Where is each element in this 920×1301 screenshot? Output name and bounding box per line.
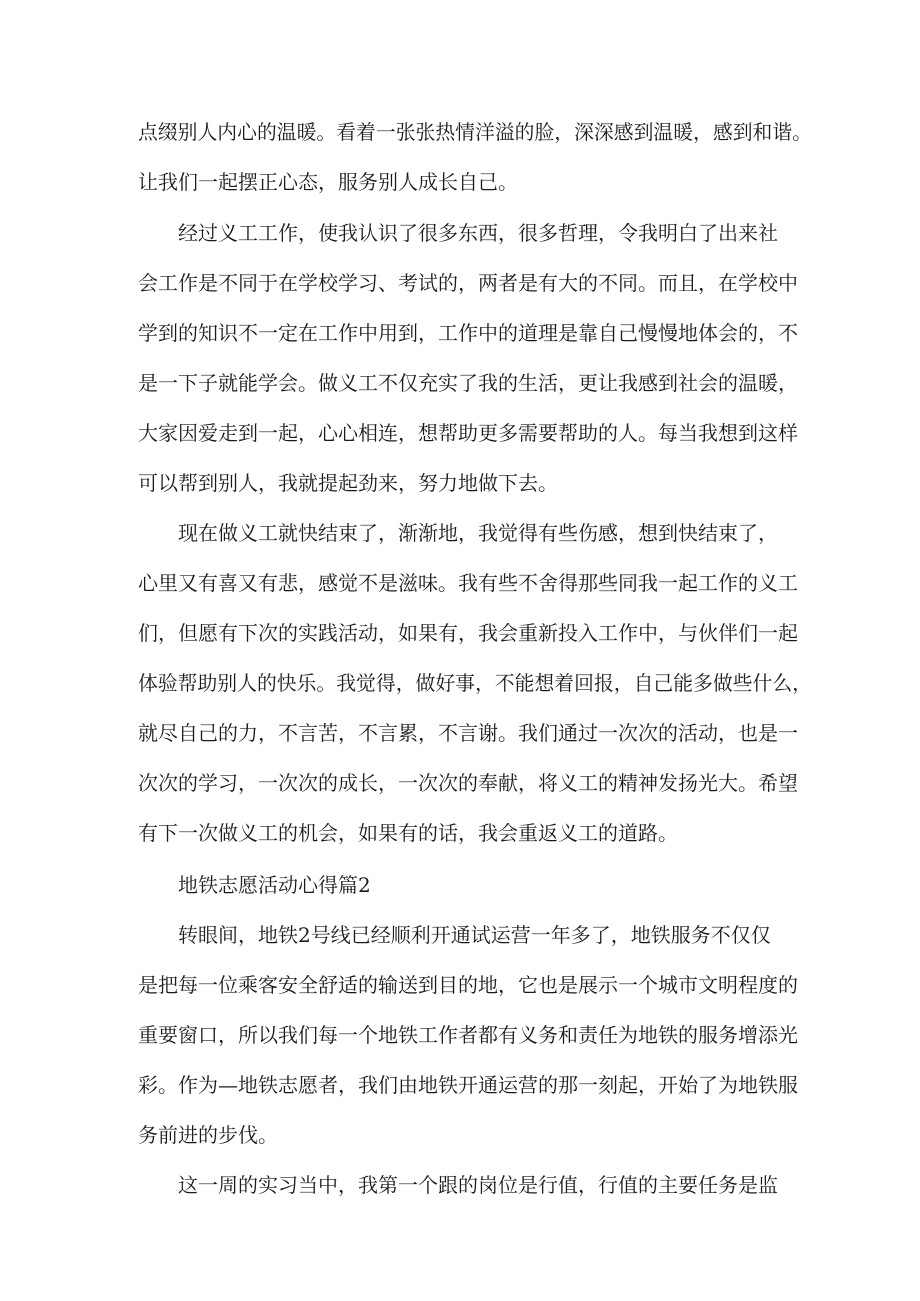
text-line: 会工作是不同于在学校学习、考试的，两者是有大的不同。而且，在学校中 [138, 271, 798, 295]
text-line: 务前进的步伐。 [138, 1123, 278, 1147]
text-line: 让我们一起摆正心态，服务别人成长自己。 [138, 170, 518, 194]
text-line: 是把每一位乘客安全舒适的输送到目的地，它也是展示一个城市文明程度的 [138, 973, 798, 997]
text-line: 学到的知识不一定在工作中用到，工作中的道理是靠自己慢慢地体会的，不 [138, 321, 798, 345]
text-line: 彩。作为—地铁志愿者，我们由地铁开通运营的那一刻起，开始了为地铁服 [138, 1073, 798, 1097]
section-heading: 地铁志愿活动心得篇2 [178, 873, 371, 897]
paragraph-first-line: 转眼间，地铁2号线已经顺利开通试运营一年多了，地铁服务不仅仅 [178, 923, 771, 947]
paragraph-first-line: 经过义工工作，使我认识了很多东西，很多哲理，令我明白了出来社 [178, 221, 778, 245]
text-line: 可以帮到别人，我就提起劲来，努力地做下去。 [138, 471, 558, 495]
text-line: 重要窗口，所以我们每一个地铁工作者都有义务和责任为地铁的服务增添光 [138, 1023, 798, 1047]
text-line: 心里又有喜又有悲，感觉不是滋味。我有些不舍得那些同我一起工作的义工 [138, 571, 798, 595]
text-line: 是一下子就能学会。做义工不仅充实了我的生活，更让我感到社会的温暖， [138, 371, 798, 395]
text-line: 次次的学习，一次次的成长，一次次的奉献，将义工的精神发扬光大。希望 [138, 771, 798, 795]
paragraph-first-line: 现在做义工就快结束了，渐渐地，我觉得有些伤感，想到快结束了， [178, 521, 778, 545]
text-line: 体验帮助别人的快乐。我觉得，做好事，不能想着回报，自己能多做些什么， [138, 671, 812, 695]
text-line: 就尽自己的力，不言苦，不言累，不言谢。我们通过一次次的活动，也是一 [138, 721, 798, 745]
text-line: 大家因爱走到一起，心心相连，想帮助更多需要帮助的人。每当我想到这样 [138, 421, 798, 445]
text-line: 有下一次做义工的机会，如果有的话，我会重返义工的道路。 [138, 821, 678, 845]
paragraph-first-line: 这一周的实习当中，我第一个跟的岗位是行值，行值的主要任务是监 [178, 1173, 778, 1197]
text-line: 点缀别人内心的温暖。看着一张张热情洋溢的脸，深深感到温暖，感到和谐。 [138, 120, 812, 144]
text-line: 们，但愿有下次的实践活动，如果有，我会重新投入工作中，与伙伴们一起 [138, 621, 798, 645]
